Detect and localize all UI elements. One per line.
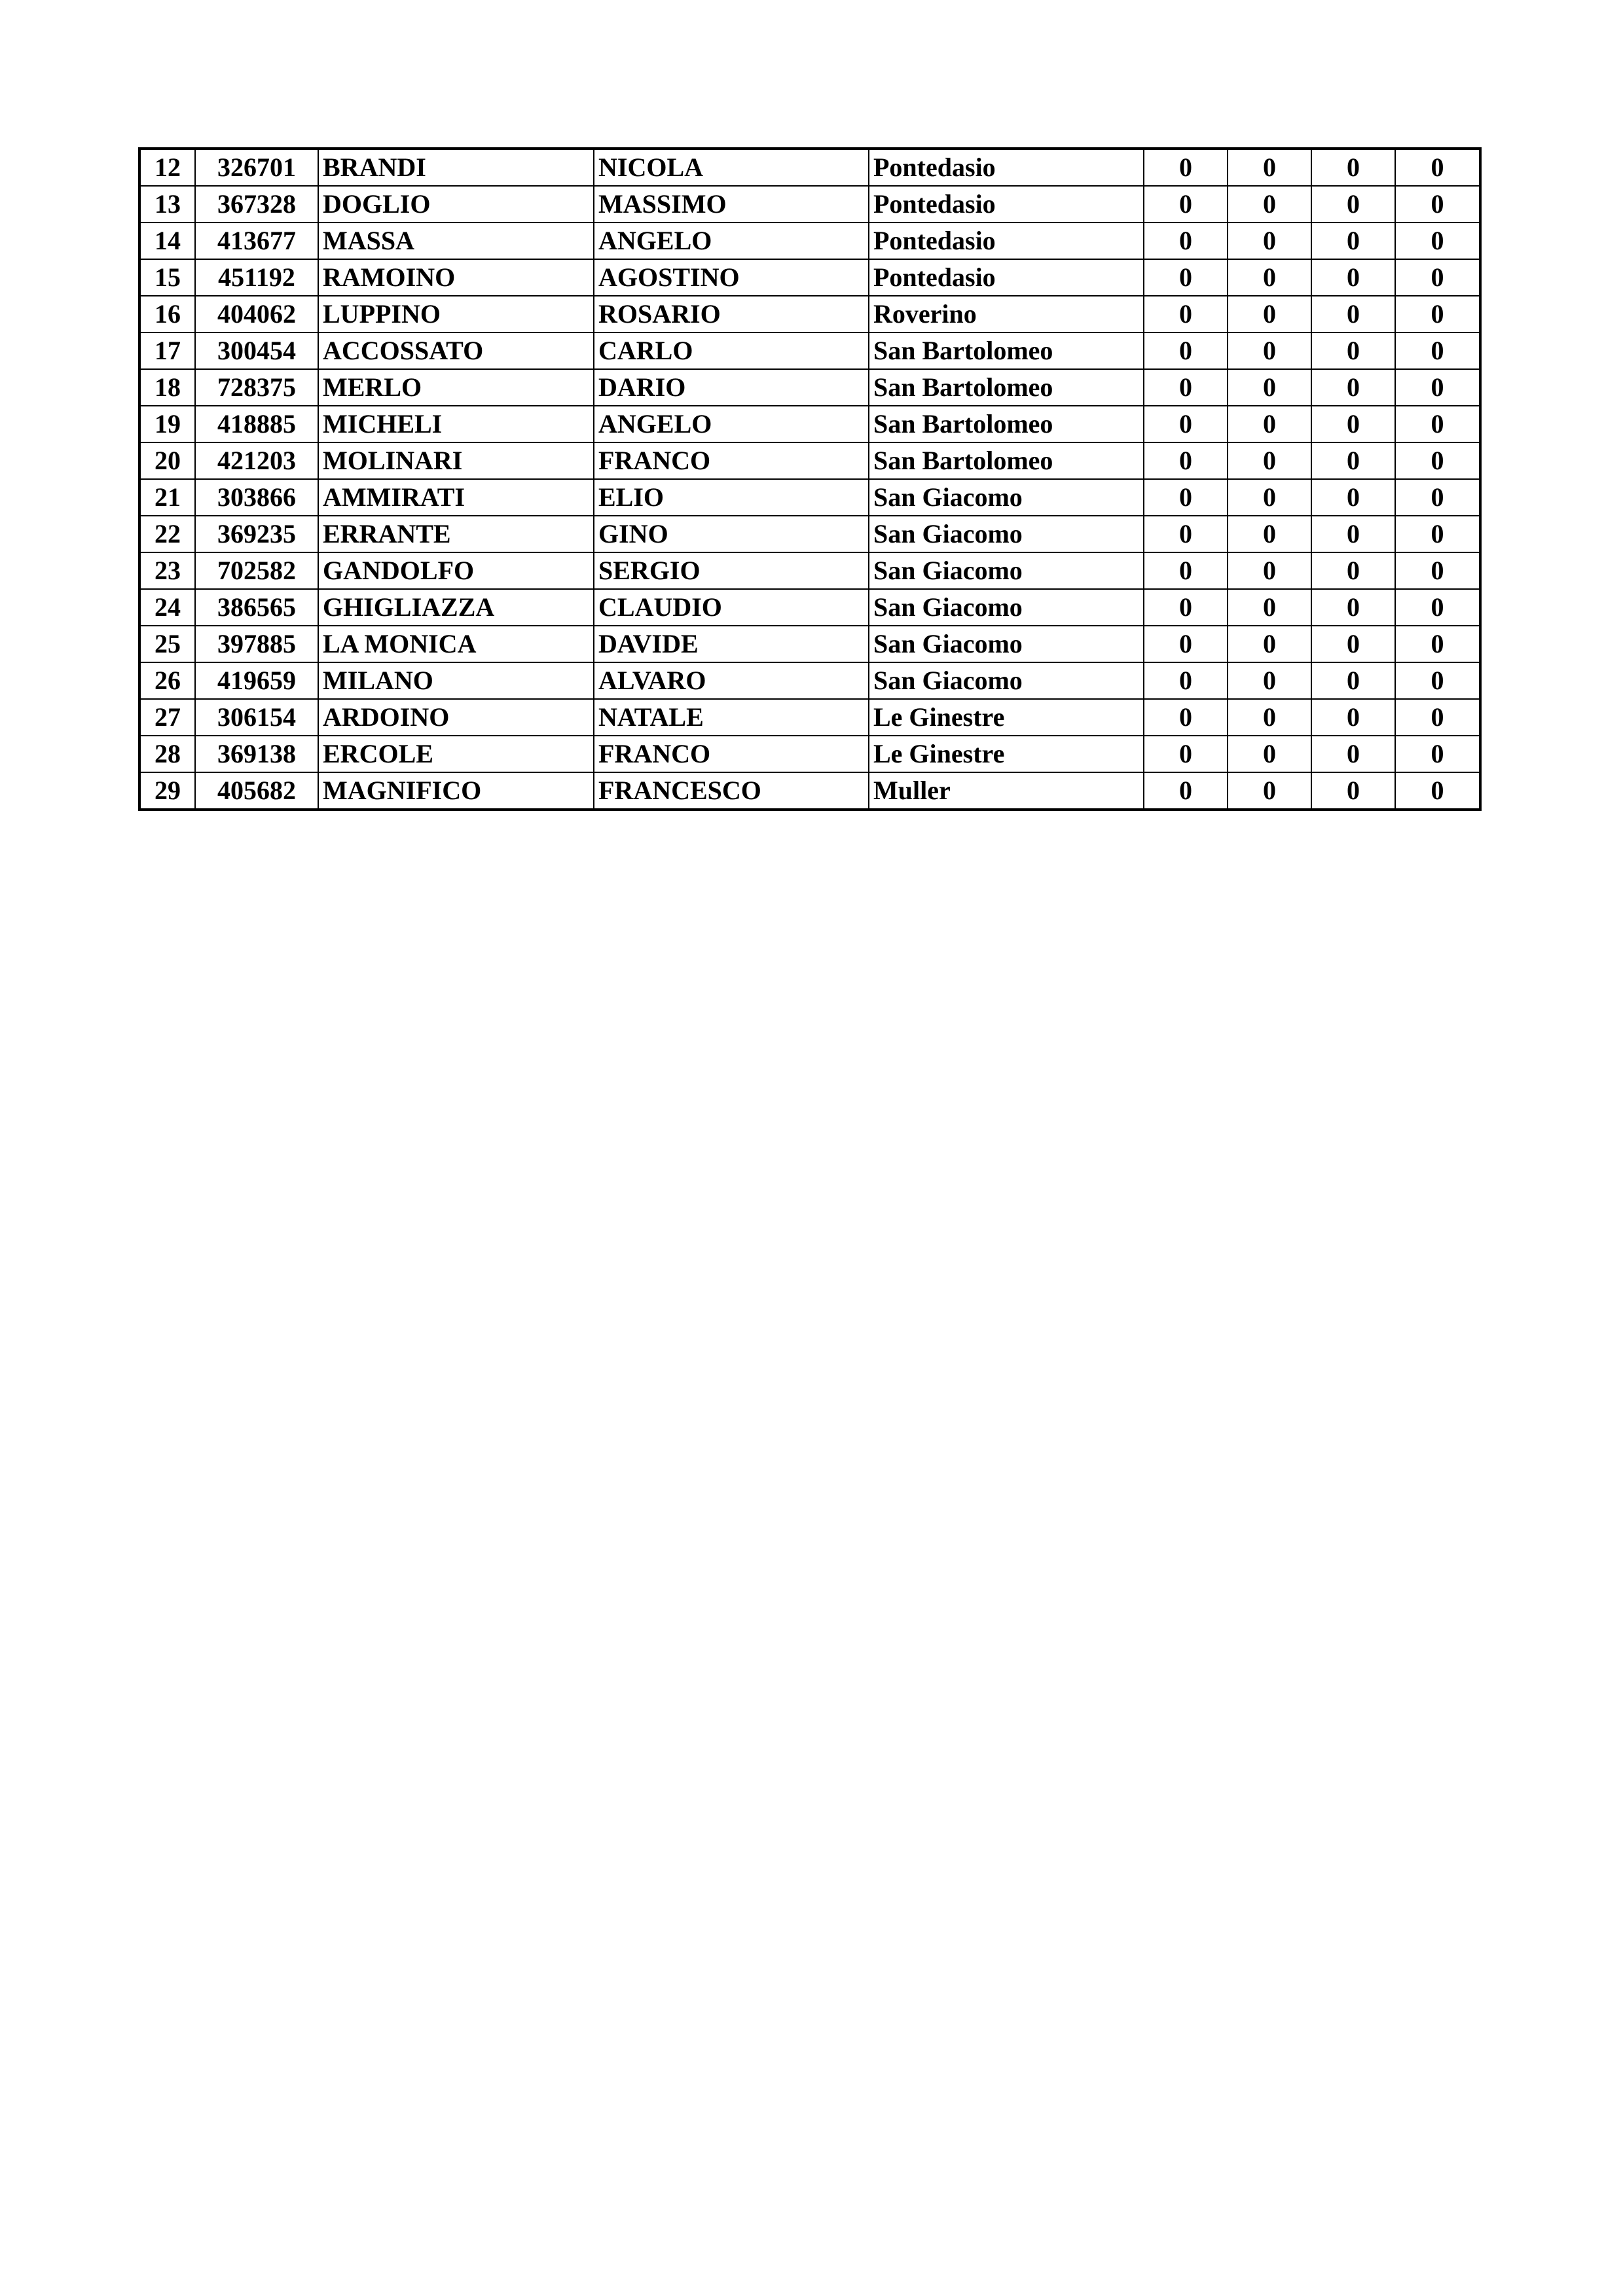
score-3-cell: 0: [1311, 516, 1395, 552]
first-name-cell: NATALE: [594, 699, 869, 736]
first-name-cell: NICOLA: [594, 149, 869, 186]
row-number-cell: 22: [139, 516, 195, 552]
location-cell: Muller: [869, 772, 1144, 810]
score-3-cell: 0: [1311, 699, 1395, 736]
score-3-cell: 0: [1311, 223, 1395, 259]
surname-cell: MAGNIFICO: [318, 772, 594, 810]
table-body: [139, 149, 1480, 810]
score-1-cell: 0: [1144, 406, 1228, 442]
row-number-cell: 12: [139, 149, 195, 186]
first-name-cell: GINO: [594, 516, 869, 552]
surname-cell: MILANO: [318, 662, 594, 699]
table-row: [139, 296, 1480, 332]
score-2-cell: 0: [1228, 223, 1311, 259]
member-code-cell: 386565: [195, 589, 318, 626]
score-1-cell: 0: [1144, 662, 1228, 699]
score-1-cell: 0: [1144, 369, 1228, 406]
location-cell: Le Ginestre: [869, 736, 1144, 772]
table-row: [139, 736, 1480, 772]
member-code-cell: 326701: [195, 149, 318, 186]
surname-cell: ACCOSSATO: [318, 332, 594, 369]
score-2-cell: 0: [1228, 552, 1311, 589]
score-2-cell: 0: [1228, 626, 1311, 662]
member-code-cell: 300454: [195, 332, 318, 369]
row-number-cell: 13: [139, 186, 195, 223]
score-2-cell: 0: [1228, 149, 1311, 186]
score-2-cell: 0: [1228, 406, 1311, 442]
table-row: [139, 259, 1480, 296]
surname-cell: AMMIRATI: [318, 479, 594, 516]
first-name-cell: FRANCO: [594, 736, 869, 772]
row-number-cell: 26: [139, 662, 195, 699]
table-row: [139, 223, 1480, 259]
surname-cell: MOLINARI: [318, 442, 594, 479]
table-row: [139, 552, 1480, 589]
location-cell: San Giacomo: [869, 552, 1144, 589]
score-2-cell: 0: [1228, 259, 1311, 296]
location-cell: Pontedasio: [869, 259, 1144, 296]
score-1-cell: 0: [1144, 259, 1228, 296]
first-name-cell: ALVARO: [594, 662, 869, 699]
table-row: [139, 406, 1480, 442]
row-number-cell: 15: [139, 259, 195, 296]
member-code-cell: 728375: [195, 369, 318, 406]
surname-cell: GHIGLIAZZA: [318, 589, 594, 626]
score-4-cell: 0: [1395, 296, 1480, 332]
first-name-cell: FRANCO: [594, 442, 869, 479]
score-3-cell: 0: [1311, 332, 1395, 369]
location-cell: Roverino: [869, 296, 1144, 332]
table-row: [139, 186, 1480, 223]
score-2-cell: 0: [1228, 369, 1311, 406]
score-4-cell: 0: [1395, 259, 1480, 296]
table-row: [139, 479, 1480, 516]
location-cell: San Giacomo: [869, 516, 1144, 552]
table-row: [139, 516, 1480, 552]
score-3-cell: 0: [1311, 442, 1395, 479]
first-name-cell: FRANCESCO: [594, 772, 869, 810]
score-4-cell: 0: [1395, 479, 1480, 516]
table-row: [139, 626, 1480, 662]
score-4-cell: 0: [1395, 406, 1480, 442]
surname-cell: BRANDI: [318, 149, 594, 186]
row-number-cell: 28: [139, 736, 195, 772]
surname-cell: RAMOINO: [318, 259, 594, 296]
row-number-cell: 20: [139, 442, 195, 479]
score-4-cell: 0: [1395, 772, 1480, 810]
score-1-cell: 0: [1144, 149, 1228, 186]
first-name-cell: MASSIMO: [594, 186, 869, 223]
row-number-cell: 17: [139, 332, 195, 369]
table-row: [139, 699, 1480, 736]
location-cell: San Bartolomeo: [869, 332, 1144, 369]
score-1-cell: 0: [1144, 332, 1228, 369]
score-4-cell: 0: [1395, 332, 1480, 369]
row-number-cell: 18: [139, 369, 195, 406]
surname-cell: ARDOINO: [318, 699, 594, 736]
first-name-cell: CLAUDIO: [594, 589, 869, 626]
score-3-cell: 0: [1311, 589, 1395, 626]
first-name-cell: DAVIDE: [594, 626, 869, 662]
score-1-cell: 0: [1144, 186, 1228, 223]
location-cell: San Bartolomeo: [869, 442, 1144, 479]
score-3-cell: 0: [1311, 296, 1395, 332]
score-3-cell: 0: [1311, 149, 1395, 186]
surname-cell: LUPPINO: [318, 296, 594, 332]
table-row: [139, 332, 1480, 369]
score-1-cell: 0: [1144, 296, 1228, 332]
surname-cell: MERLO: [318, 369, 594, 406]
row-number-cell: 25: [139, 626, 195, 662]
first-name-cell: ROSARIO: [594, 296, 869, 332]
row-number-cell: 14: [139, 223, 195, 259]
surname-cell: LA MONICA: [318, 626, 594, 662]
location-cell: San Giacomo: [869, 479, 1144, 516]
score-4-cell: 0: [1395, 626, 1480, 662]
score-1-cell: 0: [1144, 442, 1228, 479]
score-4-cell: 0: [1395, 369, 1480, 406]
location-cell: San Bartolomeo: [869, 369, 1144, 406]
score-1-cell: 0: [1144, 626, 1228, 662]
member-code-cell: 702582: [195, 552, 318, 589]
score-2-cell: 0: [1228, 186, 1311, 223]
member-code-cell: 397885: [195, 626, 318, 662]
score-2-cell: 0: [1228, 772, 1311, 810]
location-cell: San Giacomo: [869, 662, 1144, 699]
score-3-cell: 0: [1311, 662, 1395, 699]
surname-cell: ERRANTE: [318, 516, 594, 552]
score-2-cell: 0: [1228, 516, 1311, 552]
score-4-cell: 0: [1395, 699, 1480, 736]
score-3-cell: 0: [1311, 186, 1395, 223]
table-row: [139, 772, 1480, 810]
score-2-cell: 0: [1228, 332, 1311, 369]
first-name-cell: ANGELO: [594, 406, 869, 442]
score-4-cell: 0: [1395, 516, 1480, 552]
first-name-cell: ELIO: [594, 479, 869, 516]
first-name-cell: DARIO: [594, 369, 869, 406]
row-number-cell: 21: [139, 479, 195, 516]
score-1-cell: 0: [1144, 516, 1228, 552]
score-2-cell: 0: [1228, 589, 1311, 626]
row-number-cell: 29: [139, 772, 195, 810]
score-4-cell: 0: [1395, 149, 1480, 186]
score-1-cell: 0: [1144, 479, 1228, 516]
score-3-cell: 0: [1311, 259, 1395, 296]
surname-cell: MASSA: [318, 223, 594, 259]
member-code-cell: 421203: [195, 442, 318, 479]
score-3-cell: 0: [1311, 626, 1395, 662]
score-2-cell: 0: [1228, 662, 1311, 699]
member-code-cell: 419659: [195, 662, 318, 699]
score-3-cell: 0: [1311, 369, 1395, 406]
member-code-cell: 451192: [195, 259, 318, 296]
member-code-cell: 303866: [195, 479, 318, 516]
score-1-cell: 0: [1144, 736, 1228, 772]
score-3-cell: 0: [1311, 406, 1395, 442]
score-4-cell: 0: [1395, 552, 1480, 589]
score-2-cell: 0: [1228, 479, 1311, 516]
location-cell: Pontedasio: [869, 149, 1144, 186]
member-code-cell: 369138: [195, 736, 318, 772]
row-number-cell: 24: [139, 589, 195, 626]
surname-cell: ERCOLE: [318, 736, 594, 772]
score-4-cell: 0: [1395, 442, 1480, 479]
member-code-cell: 413677: [195, 223, 318, 259]
score-2-cell: 0: [1228, 736, 1311, 772]
score-4-cell: 0: [1395, 186, 1480, 223]
member-code-cell: 369235: [195, 516, 318, 552]
surname-cell: GANDOLFO: [318, 552, 594, 589]
first-name-cell: CARLO: [594, 332, 869, 369]
score-1-cell: 0: [1144, 699, 1228, 736]
score-1-cell: 0: [1144, 772, 1228, 810]
row-number-cell: 16: [139, 296, 195, 332]
score-3-cell: 0: [1311, 479, 1395, 516]
score-2-cell: 0: [1228, 699, 1311, 736]
table-row: [139, 369, 1480, 406]
first-name-cell: AGOSTINO: [594, 259, 869, 296]
location-cell: Pontedasio: [869, 223, 1144, 259]
score-2-cell: 0: [1228, 442, 1311, 479]
row-number-cell: 19: [139, 406, 195, 442]
score-3-cell: 0: [1311, 772, 1395, 810]
score-4-cell: 0: [1395, 223, 1480, 259]
score-1-cell: 0: [1144, 223, 1228, 259]
location-cell: Le Ginestre: [869, 699, 1144, 736]
first-name-cell: SERGIO: [594, 552, 869, 589]
member-code-cell: 418885: [195, 406, 318, 442]
score-3-cell: 0: [1311, 736, 1395, 772]
location-cell: San Bartolomeo: [869, 406, 1144, 442]
results-table: [138, 147, 1482, 811]
member-code-cell: 306154: [195, 699, 318, 736]
score-3-cell: 0: [1311, 552, 1395, 589]
member-code-cell: 404062: [195, 296, 318, 332]
table-row: [139, 149, 1480, 186]
row-number-cell: 27: [139, 699, 195, 736]
score-4-cell: 0: [1395, 662, 1480, 699]
location-cell: San Giacomo: [869, 589, 1144, 626]
member-code-cell: 367328: [195, 186, 318, 223]
score-1-cell: 0: [1144, 552, 1228, 589]
table-row: [139, 662, 1480, 699]
surname-cell: MICHELI: [318, 406, 594, 442]
first-name-cell: ANGELO: [594, 223, 869, 259]
location-cell: San Giacomo: [869, 626, 1144, 662]
location-cell: Pontedasio: [869, 186, 1144, 223]
member-code-cell: 405682: [195, 772, 318, 810]
surname-cell: DOGLIO: [318, 186, 594, 223]
table-row: [139, 589, 1480, 626]
table-row: [139, 442, 1480, 479]
score-2-cell: 0: [1228, 296, 1311, 332]
score-4-cell: 0: [1395, 589, 1480, 626]
score-4-cell: 0: [1395, 736, 1480, 772]
row-number-cell: 23: [139, 552, 195, 589]
score-1-cell: 0: [1144, 589, 1228, 626]
